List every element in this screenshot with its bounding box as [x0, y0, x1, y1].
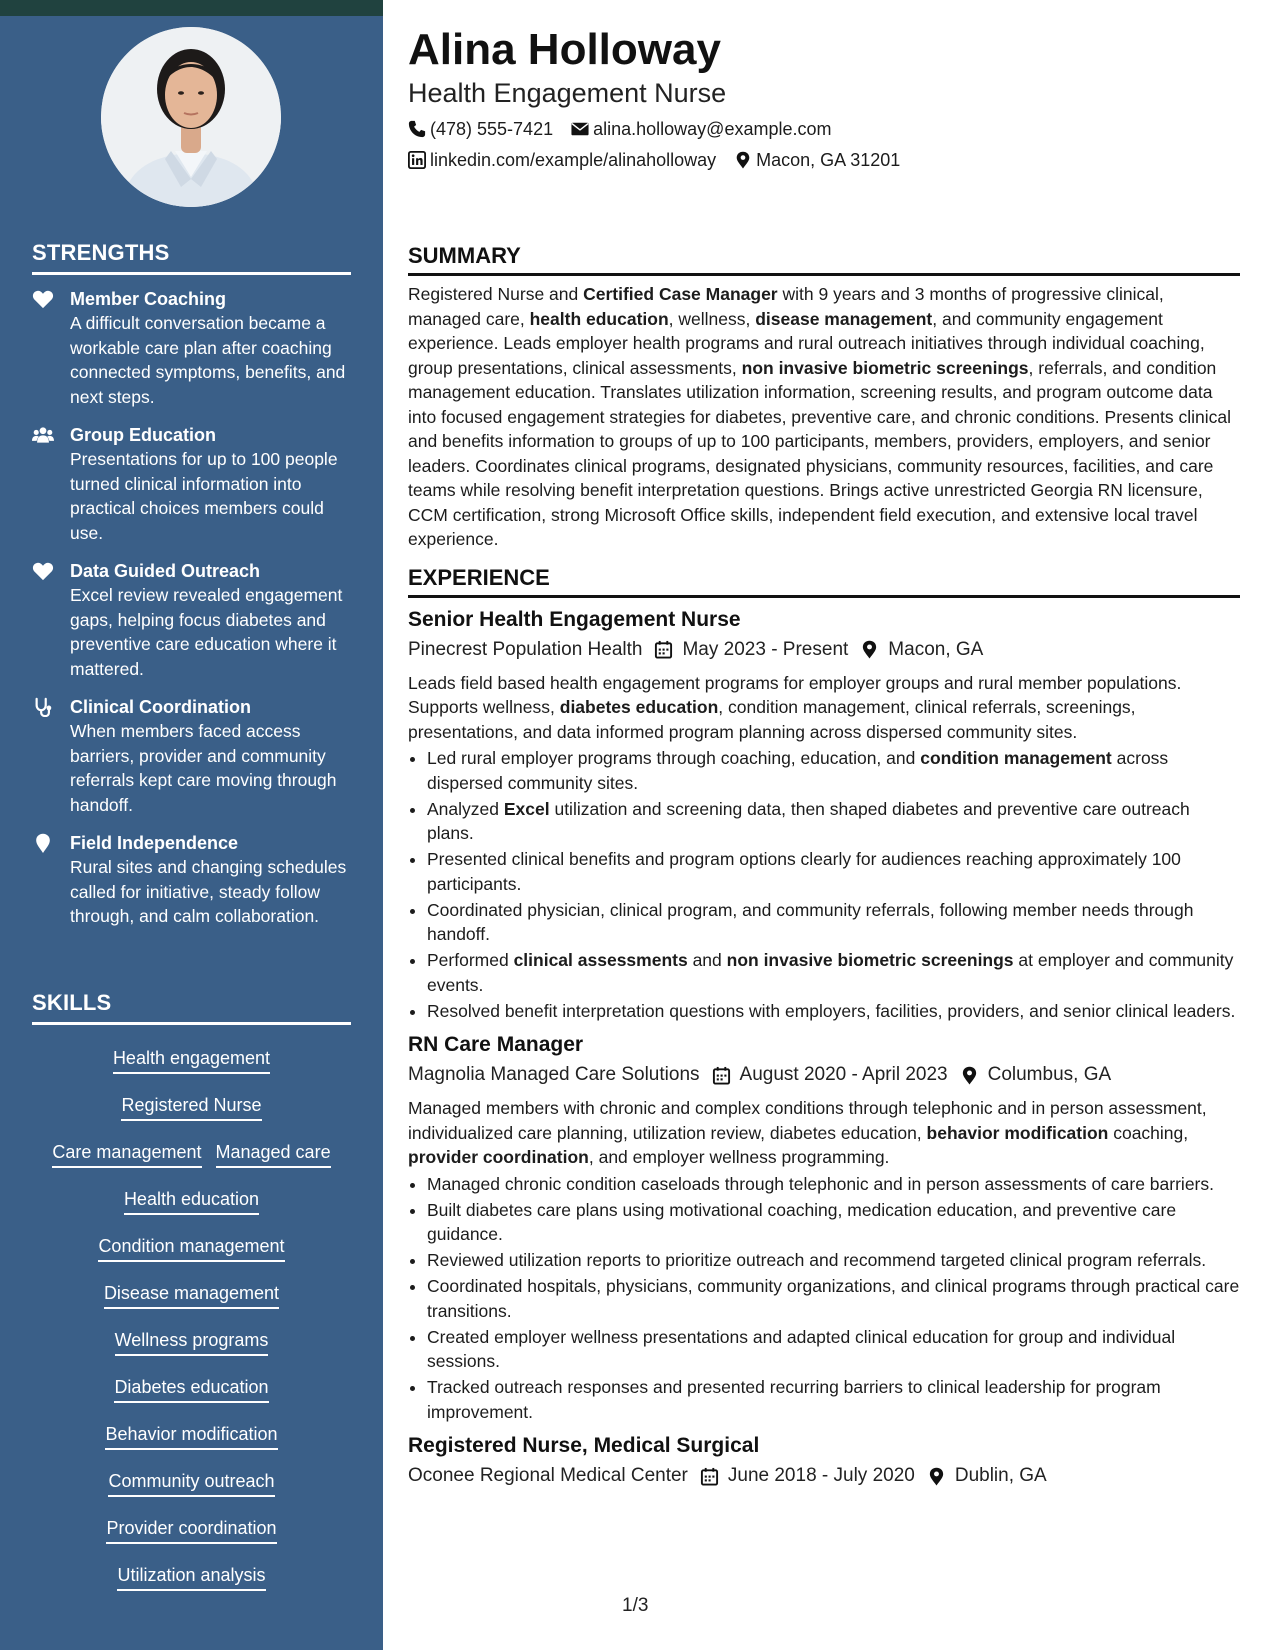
strength-title: Group Education — [70, 425, 216, 445]
skill-tag: Disease management — [104, 1278, 279, 1309]
company-name: Magnolia Managed Care Solutions — [408, 1064, 700, 1085]
list-item: • Analyzed Excel utilization and screening data, then shaped diabetes and preventive care outreach plans. — [427, 797, 1240, 846]
strength-item — [32, 695, 351, 817]
job-entry — [408, 1031, 1240, 1424]
job-location-text: Dublin, GA — [954, 1465, 1047, 1486]
skill-tag: Behavior modification — [105, 1419, 277, 1450]
summary-heading: SUMMARY — [408, 243, 1240, 276]
resume-header — [408, 24, 1240, 171]
list-item: • Led rural employer programs through coaching, education, and condition management across dispersed community sites. — [427, 746, 1240, 795]
page-number: 1/3 — [622, 1595, 649, 1616]
linkedin-icon — [408, 151, 426, 169]
location-contact — [734, 149, 900, 171]
skill-tag: Wellness programs — [115, 1325, 269, 1356]
job-dates — [654, 637, 848, 663]
email-contact[interactable] — [571, 118, 831, 140]
skill-tag: Care management — [52, 1137, 201, 1168]
strength-title: Member Coaching — [70, 289, 227, 309]
job-dates-text: May 2023 - Present — [682, 638, 849, 660]
stethoscope-icon — [32, 695, 70, 817]
calendar-icon — [712, 1066, 731, 1085]
list-item: • Reviewed utilization reports to prioritize outreach and recommend targeted clinical program referrals. — [427, 1248, 1240, 1273]
list-item: • Coordinated hospitals, physicians, community organizations, and clinical programs through practical care transitions. — [427, 1274, 1240, 1323]
strengths-section — [32, 240, 351, 929]
sidebar-top-bar — [0, 0, 383, 16]
summary-text: Registered Nurse and Certified Case Manager with 9 years and 3 months of progressive clinical, managed care, health education, wellness, disease management, and community engagement experience. Leads employer health programs and rural outreach initiatives through individual coaching, group presentations, clinical assessments, non invasive biometric screenings, referrals, and condition management education. Translates utilization information, screening results, and program outcome data into focused engagement strategies for diabetes, preventive care, and chronic conditions. Presents clinical and benefits information to groups of up to 100 participants, members, providers, employers, and senior leaders. Coordinates clinical programs, designated physicians, community resources, facilities, and care teams while resolving benefit interpretation questions. Brings active unrestricted Georgia RN licensure, CCM certification, strong Microsoft Office skills, independent field execution, and extensive local travel experience. — [408, 284, 1231, 549]
strength-item — [32, 287, 351, 409]
linkedin-contact[interactable] — [408, 149, 716, 171]
skills-section — [32, 990, 351, 1599]
skill-tag: Health education — [124, 1184, 259, 1215]
job-dates — [712, 1062, 948, 1088]
strengths-heading: STRENGTHS — [32, 240, 351, 275]
person-title: Health Engagement Nurse — [408, 78, 727, 108]
experience-section — [408, 565, 1240, 1490]
skill-tag: Utilization analysis — [117, 1560, 265, 1591]
skill-tag: Health engagement — [113, 1043, 270, 1074]
job-title: Senior Health Engagement Nurse — [408, 607, 741, 631]
job-description: Managed members with chronic and complex conditions through telephonic and in person assessment, individualized care planning, utilization review, diabetes education, behavior modification coaching, provider coordination, and employer wellness programming. — [408, 1098, 1207, 1167]
strength-item — [32, 559, 351, 681]
email-text: alina.holloway@example.com — [593, 119, 832, 139]
experience-heading: EXPERIENCE — [408, 565, 1240, 598]
location-text: Macon, GA 31201 — [756, 150, 901, 170]
strength-desc: Excel review revealed engagement gaps, helping focus diabetes and preventive care education where it mattered. — [70, 585, 343, 679]
job-location-text: Columbus, GA — [987, 1064, 1112, 1085]
map-pin-icon — [927, 1467, 946, 1486]
strengths-list — [32, 287, 351, 929]
job-meta — [408, 637, 1240, 663]
envelope-icon — [571, 120, 589, 138]
phone-contact[interactable] — [408, 118, 553, 140]
skill-tag: Provider coordination — [106, 1513, 276, 1544]
skill-tag: Community outreach — [108, 1466, 274, 1497]
job-dates-text: June 2018 - July 2020 — [727, 1465, 915, 1486]
skill-tag: Managed care — [216, 1137, 331, 1168]
job-title: Registered Nurse, Medical Surgical — [408, 1434, 760, 1457]
job-location — [860, 637, 983, 663]
summary-section — [408, 243, 1240, 552]
strength-item — [32, 831, 351, 929]
list-item: • Presented clinical benefits and program options clearly for audiences reaching approximately 100 participants. — [427, 847, 1240, 896]
heart-icon — [32, 287, 70, 409]
skills-heading: SKILLS — [32, 990, 351, 1025]
main-content — [408, 0, 1240, 1489]
job-location — [960, 1062, 1112, 1088]
group-icon — [32, 423, 70, 545]
job-meta — [408, 1062, 1240, 1088]
job-bullets — [408, 746, 1240, 1023]
strength-desc: A difficult conversation became a workable care plan after coaching connected symptoms, benefits, and next steps. — [70, 313, 346, 407]
skill-tag: Condition management — [98, 1231, 284, 1262]
strength-desc: Presentations for up to 100 people turned clinical information into practical choices members could use. — [70, 449, 338, 543]
job-title: RN Care Manager — [408, 1033, 584, 1056]
company-name: Oconee Regional Medical Center — [408, 1465, 688, 1486]
job-description: Leads field based health engagement programs for employer groups and rural member populations. Supports wellness, diabetes education, condition management, clinical referrals, screenings, presentations, and data informed program planning across dispersed community sites. — [408, 672, 1182, 742]
job-dates-text: August 2020 - April 2023 — [739, 1064, 948, 1085]
strength-desc: When members faced access barriers, provider and community referrals kept care moving through handoff. — [70, 721, 337, 815]
map-pin-icon — [960, 1066, 979, 1085]
job-entry — [408, 606, 1240, 1024]
calendar-icon — [654, 640, 673, 659]
list-item: • Coordinated physician, clinical program, and community referrals, following member needs through handoff. — [427, 898, 1240, 947]
linkedin-text: linkedin.com/example/alinaholloway — [430, 150, 717, 170]
list-item: • Resolved benefit interpretation questions with employers, facilities, providers, and senior clinical leaders. — [427, 999, 1240, 1024]
sidebar — [0, 0, 383, 1650]
list-item: • Created employer wellness presentations and adapted clinical education for group and individual sessions. — [427, 1325, 1240, 1374]
list-item: • Managed chronic condition caseloads through telephonic and in person assessments of care barriers. — [427, 1172, 1240, 1197]
strength-title: Data Guided Outreach — [70, 561, 261, 581]
contact-row — [408, 118, 1240, 140]
list-item: • Built diabetes care plans using motivational coaching, medication education, and preventive care guidance. — [427, 1198, 1240, 1247]
calendar-icon — [700, 1467, 719, 1486]
map-pin-icon — [860, 640, 879, 659]
phone-text: (478) 555-7421 — [430, 119, 554, 139]
job-entry — [408, 1432, 1240, 1489]
list-item: • Performed clinical assessments and non invasive biometric screenings at employer and community events. — [427, 948, 1240, 997]
contact-row — [408, 149, 1240, 171]
strength-desc: Rural sites and changing schedules called for initiative, steady follow through, and calm collaboration. — [70, 857, 347, 926]
person-name: Alina Holloway — [408, 25, 721, 74]
list-item: • Tracked outreach responses and presented recurring barriers to clinical leadership for program improvement. — [427, 1375, 1240, 1424]
map-pin-icon — [734, 151, 752, 169]
map-pin-icon — [32, 831, 70, 929]
strength-title: Clinical Coordination — [70, 697, 252, 717]
strength-item — [32, 423, 351, 545]
company-name: Pinecrest Population Health — [408, 638, 643, 660]
strength-title: Field Independence — [70, 833, 239, 853]
profile-photo — [101, 27, 281, 207]
skills-list — [32, 1035, 351, 1599]
job-location-text: Macon, GA — [888, 638, 984, 660]
skill-tag: Diabetes education — [114, 1372, 268, 1403]
job-dates — [700, 1463, 915, 1489]
skill-tag: Registered Nurse — [121, 1090, 261, 1121]
heart-icon — [32, 559, 70, 681]
job-location — [927, 1463, 1047, 1489]
phone-icon — [408, 120, 426, 138]
job-meta — [408, 1463, 1240, 1489]
job-bullets — [408, 1172, 1240, 1425]
